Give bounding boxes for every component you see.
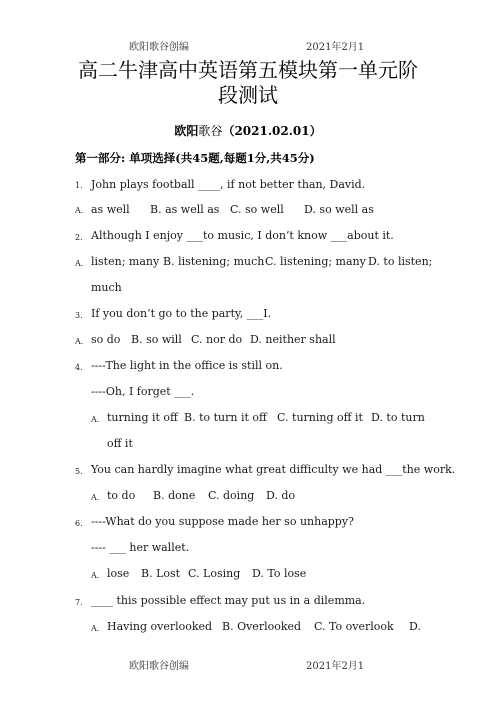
author-name-suffix: 歌谷 xyxy=(198,124,223,138)
document-title-line-1: 高二牛津高中英语第五模块第一单元阶 xyxy=(78,58,418,82)
option-a: to do xyxy=(107,489,136,502)
option-label: A. xyxy=(91,624,100,633)
question-stem: Although I enjoy ___to music, I don’t know ___about it. xyxy=(91,229,394,242)
question-number: 7. xyxy=(75,598,83,607)
option-b: B. listening; much xyxy=(163,255,265,268)
question-number: 2. xyxy=(75,233,83,242)
question-number: 5. xyxy=(75,467,83,476)
option-d: D. so well as xyxy=(304,203,374,216)
option-d: D. to listen; xyxy=(368,255,433,268)
option-a: listen; many xyxy=(91,255,160,268)
option-c: C. turning off it xyxy=(277,411,363,424)
option-label: A. xyxy=(91,571,100,580)
option-a: turning it off xyxy=(107,411,178,424)
option-b: B. Lost xyxy=(141,567,181,580)
option-a: Having overlooked xyxy=(107,620,213,633)
question-number: 4. xyxy=(75,363,83,372)
option-d: D. To lose xyxy=(252,567,307,580)
page-header-date: 2021年2月1 xyxy=(306,42,365,53)
author-date: （2021.02.01） xyxy=(222,124,322,138)
option-c: C. nor do xyxy=(191,333,243,346)
option-c: C. Losing xyxy=(188,567,241,580)
option-wrap: off it xyxy=(107,437,133,450)
option-d: D. do xyxy=(266,489,296,502)
option-label: A. xyxy=(75,206,84,215)
question-stem: ----What do you suppose made her so unhappy? xyxy=(91,515,354,528)
page-header-author: 欧阳歌谷创编 xyxy=(129,42,189,53)
option-a: as well xyxy=(91,203,130,216)
option-c: C. listening; many xyxy=(265,255,366,268)
question-stem-reply: ----Oh, I forget ___. xyxy=(91,385,195,398)
option-label: A. xyxy=(91,493,100,502)
question-number: 1. xyxy=(75,181,83,190)
question-stem: You can hardly imagine what great difficulty we had ___the work. xyxy=(91,463,456,476)
question-stem: ____ this possible effect may put us in a dilemma. xyxy=(91,594,366,607)
author-prefix: 欧阳 xyxy=(174,124,199,138)
option-label: A. xyxy=(75,259,84,268)
page-footer-date: 2021年2月1 xyxy=(306,661,365,672)
option-b: B. as well as xyxy=(150,203,220,216)
question-number: 6. xyxy=(75,519,83,528)
question-stem-reply: ---- ___ her wallet. xyxy=(91,541,190,554)
option-b: B. Overlooked xyxy=(222,620,302,633)
question-stem: If you don’t go to the party, ___I. xyxy=(91,307,272,320)
option-wrap: much xyxy=(91,281,122,294)
option-b: B. to turn it off xyxy=(184,411,267,424)
option-b: B. so will xyxy=(131,333,182,346)
author-line xyxy=(60,122,436,139)
option-d: D. xyxy=(409,620,421,633)
option-a: so do xyxy=(91,333,121,346)
option-b: B. done xyxy=(153,489,196,502)
option-c: C. so well xyxy=(230,203,284,216)
option-d: D. neither shall xyxy=(250,333,336,346)
question-stem: John plays football ____, if not better than, David. xyxy=(91,178,366,191)
option-d: D. to turn xyxy=(371,411,425,424)
option-c: C. To overlook xyxy=(314,620,394,633)
question-number: 3. xyxy=(75,311,83,320)
section-heading: 第一部分: 单项选择(共45题,每题1分,共45分) xyxy=(75,151,315,165)
option-c: C. doing xyxy=(208,489,255,502)
question-stem: ----The light in the office is still on. xyxy=(91,359,283,372)
option-label: A. xyxy=(91,415,100,424)
option-label: A. xyxy=(75,337,84,346)
document-title-line-2: 段测试 xyxy=(218,83,278,107)
page-footer-author: 欧阳歌谷创编 xyxy=(129,661,189,672)
option-a: lose xyxy=(107,567,130,580)
